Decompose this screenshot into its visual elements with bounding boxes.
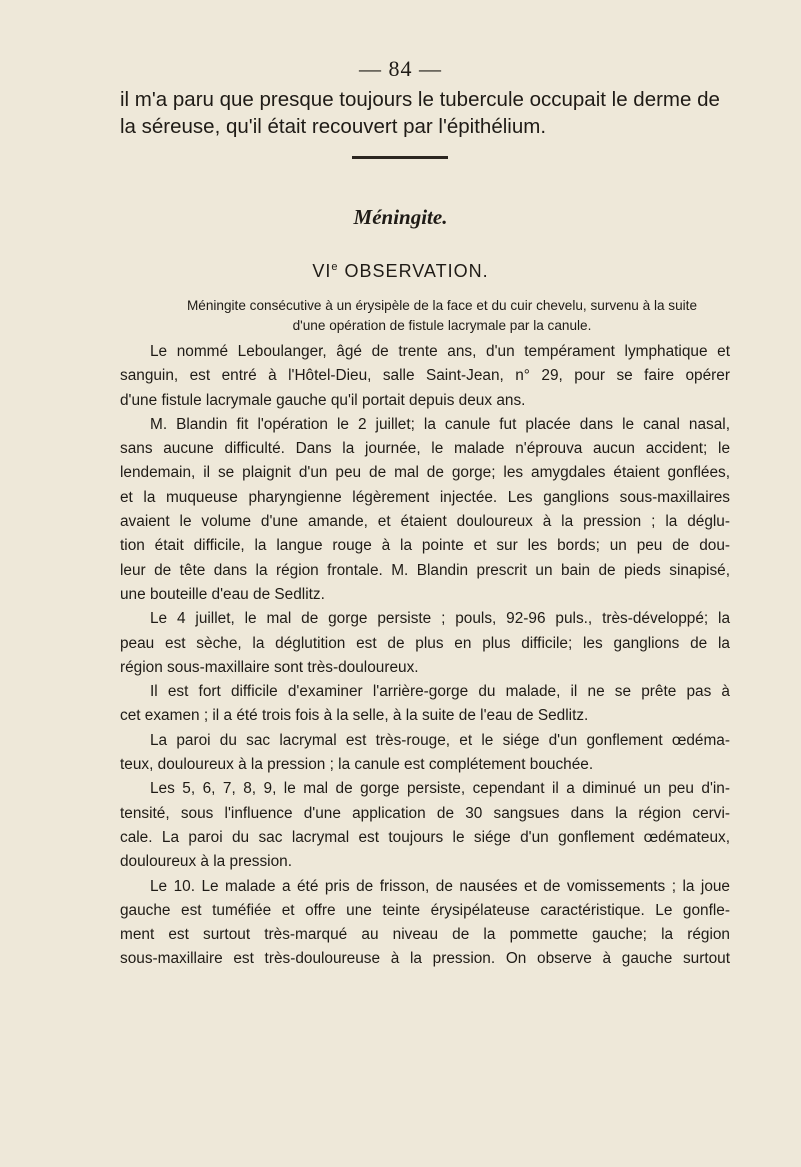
page-number: — 84 —	[359, 56, 442, 81]
body-line: Le 4 juillet, le mal de gorge persiste ; pouls, 92-96 puls., très-développé; la	[150, 610, 730, 628]
body-line: d'une fistule lacrymale gauche qu'il portait depuis deux ans.	[120, 391, 526, 409]
body-line: Il est fort difficile d'examiner l'arrière-gorge du malade, il ne se prête pas à	[150, 683, 730, 701]
body-line: Les 5, 6, 7, 8, 9, le mal de gorge persiste, cependant il a diminué un peu d'in-	[150, 780, 730, 798]
body-line: lendemain, il se plaignit d'un peu de mal de gorge; les amygdales étaient gonflées,	[120, 464, 730, 482]
body-line: une bouteille d'eau de Sedlitz.	[120, 585, 325, 603]
body-line: ment est surtout très-marqué au niveau de la pommette gauche; la région	[120, 926, 730, 944]
body-line: sans aucune difficulté. Dans la journée, le malade n'éprouva aucun accident; le	[120, 440, 730, 458]
observation-body	[120, 340, 730, 972]
summary-line: Méningite consécutive à un érysipèle de la face et du cuir chevelu, survenu à la suite	[186, 298, 698, 313]
body-line: leur de tête dans la région frontale. M. Blandin prescrit un bain de pieds sinapisé,	[120, 561, 730, 579]
body-line: cet examen ; il a été trois fois à la selle, à la suite de l'eau de Sedlitz.	[120, 707, 589, 725]
summary-line: d'une opération de fistule lacrymale par la canule.	[292, 318, 592, 333]
body-line: gauche est tuméfiée et offre une teinte érysipélateuse caractéristique. Le gonfle-	[120, 901, 730, 919]
observation-number: VI	[312, 261, 332, 281]
body-line: douloureux à la pression.	[120, 853, 292, 871]
body-line: teux, douloureux à la pression ; la canule est complétement bouchée.	[120, 756, 594, 774]
body-line: et la muqueuse pharyngienne légèrement injectée. Les ganglions sous-maxillaires	[120, 488, 730, 506]
body-line: tion était difficile, la langue rouge à la pointe et sur les bords; un peu de dou-	[120, 537, 730, 555]
body-line: Le 10. Le malade a été pris de frisson, de nausées et de vomissements ; la joue	[150, 877, 730, 895]
observation-summary	[149, 296, 735, 336]
body-line: peau est sèche, la déglutition est de plus en plus difficile; les ganglions de la	[120, 634, 730, 652]
body-line: Le nommé Leboulanger, âgé de trente ans, d'un tempérament lymphatique et	[150, 343, 730, 360]
body-line: région sous-maxillaire sont très-douloureux.	[120, 658, 419, 676]
intro-paragraph	[120, 86, 720, 140]
section-divider	[352, 156, 448, 159]
body-line: tensité, sous l'influence d'une application de 30 sangsues dans la région cervi-	[120, 804, 730, 822]
observation-heading	[0, 261, 801, 282]
body-line: sanguin, est entré à l'Hôtel-Dieu, salle Saint-Jean, n° 29, pour se faire opérer	[120, 367, 730, 385]
body-line: M. Blandin fit l'opération le 2 juillet; la canule fut placée dans le canal nasal,	[150, 415, 730, 433]
observation-superscript: e	[331, 261, 339, 273]
body-line: avaient le volume d'une amande, et étaient douloureux à la pression ; la déglu-	[120, 513, 730, 531]
body-line: La paroi du sac lacrymal est très-rouge, et le siége d'un gonflement œdéma-	[150, 731, 730, 749]
intro-line: il m'a paru que presque toujours le tubercule occupait le derme de	[120, 88, 720, 111]
section-title: Méningite.	[353, 205, 448, 229]
observation-label: OBSERVATION.	[338, 261, 489, 281]
intro-line: la séreuse, qu'il était recouvert par l'épithélium.	[120, 115, 547, 138]
body-line: sous-maxillaire est très-douloureuse à la pression. On observe à gauche surtout	[120, 950, 730, 968]
body-line: cale. La paroi du sac lacrymal est toujours le siége d'un gonflement œdémateux,	[120, 828, 730, 846]
